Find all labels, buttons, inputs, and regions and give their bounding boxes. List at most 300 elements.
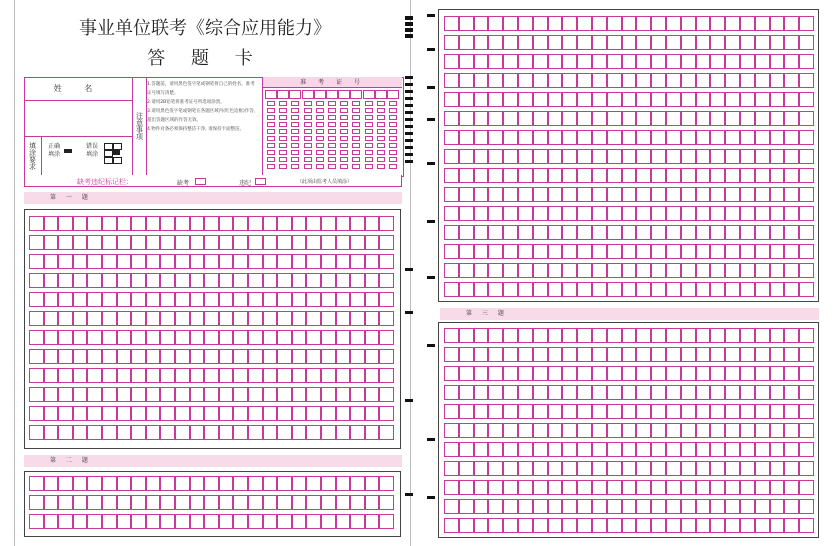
exam-number-bubble[interactable] bbox=[291, 157, 299, 162]
answer-cell[interactable] bbox=[379, 387, 394, 402]
exam-number-bubble[interactable] bbox=[328, 164, 336, 169]
answer-cell[interactable] bbox=[29, 292, 44, 307]
answer-cell[interactable] bbox=[459, 404, 474, 419]
exam-number-bubble[interactable] bbox=[304, 143, 312, 148]
answer-cell[interactable] bbox=[784, 518, 799, 533]
answer-cell[interactable] bbox=[592, 54, 607, 69]
answer-cell[interactable] bbox=[444, 168, 459, 183]
answer-cell[interactable] bbox=[784, 92, 799, 107]
answer-cell[interactable] bbox=[379, 406, 394, 421]
answer-cell[interactable] bbox=[102, 311, 117, 326]
answer-cell[interactable] bbox=[533, 518, 548, 533]
answer-cell[interactable] bbox=[755, 366, 770, 381]
answer-cell[interactable] bbox=[488, 35, 503, 50]
answer-cell[interactable] bbox=[784, 461, 799, 476]
answer-cell[interactable] bbox=[29, 476, 44, 491]
exam-number-bubble[interactable] bbox=[352, 108, 360, 113]
answer-cell[interactable] bbox=[503, 442, 518, 457]
answer-cell[interactable] bbox=[488, 54, 503, 69]
answer-cell[interactable] bbox=[533, 385, 548, 400]
answer-cell[interactable] bbox=[533, 328, 548, 343]
exam-number-bubble[interactable] bbox=[389, 115, 397, 120]
answer-cell[interactable] bbox=[459, 442, 474, 457]
answer-cell[interactable] bbox=[651, 480, 666, 495]
answer-cell[interactable] bbox=[503, 347, 518, 362]
answer-cell[interactable] bbox=[622, 263, 637, 278]
answer-cell[interactable] bbox=[755, 35, 770, 50]
answer-cell[interactable] bbox=[770, 130, 785, 145]
answer-grid-q2-continued[interactable] bbox=[438, 9, 819, 302]
answer-cell[interactable] bbox=[365, 368, 380, 383]
answer-cell[interactable] bbox=[622, 111, 637, 126]
answer-cell[interactable] bbox=[474, 385, 489, 400]
answer-cell[interactable] bbox=[503, 328, 518, 343]
answer-cell[interactable] bbox=[562, 442, 577, 457]
answer-cell[interactable] bbox=[784, 149, 799, 164]
answer-cell[interactable] bbox=[651, 499, 666, 514]
answer-cell[interactable] bbox=[548, 244, 563, 259]
exam-number-bubble[interactable] bbox=[340, 143, 348, 148]
answer-cell[interactable] bbox=[636, 54, 651, 69]
answer-cell[interactable] bbox=[488, 111, 503, 126]
answer-cell[interactable] bbox=[306, 349, 321, 364]
answer-cell[interactable] bbox=[58, 349, 73, 364]
answer-cell[interactable] bbox=[725, 263, 740, 278]
answer-cell[interactable] bbox=[725, 244, 740, 259]
answer-cell[interactable] bbox=[622, 35, 637, 50]
answer-cell[interactable] bbox=[740, 385, 755, 400]
answer-cell[interactable] bbox=[292, 368, 307, 383]
answer-cell[interactable] bbox=[592, 168, 607, 183]
answer-cell[interactable] bbox=[710, 461, 725, 476]
answer-cell[interactable] bbox=[503, 206, 518, 221]
answer-cell[interactable] bbox=[474, 130, 489, 145]
answer-cell[interactable] bbox=[444, 442, 459, 457]
answer-cell[interactable] bbox=[44, 292, 59, 307]
answer-cell[interactable] bbox=[740, 35, 755, 50]
answer-cell[interactable] bbox=[117, 514, 132, 529]
exam-number-bubble[interactable] bbox=[389, 122, 397, 127]
answer-cell[interactable] bbox=[474, 111, 489, 126]
answer-cell[interactable] bbox=[219, 330, 234, 345]
answer-cell[interactable] bbox=[58, 311, 73, 326]
answer-cell[interactable] bbox=[160, 514, 175, 529]
answer-cell[interactable] bbox=[306, 387, 321, 402]
answer-cell[interactable] bbox=[459, 111, 474, 126]
exam-number-bubble[interactable] bbox=[377, 129, 385, 134]
answer-cell[interactable] bbox=[102, 216, 117, 231]
answer-cell[interactable] bbox=[306, 254, 321, 269]
answer-cell[interactable] bbox=[636, 16, 651, 31]
answer-cell[interactable] bbox=[607, 73, 622, 88]
answer-cell[interactable] bbox=[725, 225, 740, 240]
answer-cell[interactable] bbox=[175, 216, 190, 231]
answer-cell[interactable] bbox=[681, 423, 696, 438]
answer-cell[interactable] bbox=[710, 499, 725, 514]
answer-cell[interactable] bbox=[474, 168, 489, 183]
answer-cell[interactable] bbox=[770, 263, 785, 278]
answer-cell[interactable] bbox=[263, 235, 278, 250]
answer-cell[interactable] bbox=[518, 35, 533, 50]
answer-cell[interactable] bbox=[696, 92, 711, 107]
answer-cell[interactable] bbox=[784, 328, 799, 343]
answer-cell[interactable] bbox=[444, 54, 459, 69]
answer-cell[interactable] bbox=[577, 225, 592, 240]
answer-cell[interactable] bbox=[488, 149, 503, 164]
answer-cell[interactable] bbox=[770, 404, 785, 419]
answer-cell[interactable] bbox=[204, 254, 219, 269]
answer-cell[interactable] bbox=[219, 406, 234, 421]
answer-cell[interactable] bbox=[58, 235, 73, 250]
answer-cell[interactable] bbox=[58, 292, 73, 307]
answer-cell[interactable] bbox=[117, 311, 132, 326]
answer-cell[interactable] bbox=[365, 311, 380, 326]
answer-cell[interactable] bbox=[488, 225, 503, 240]
exam-number-bubble[interactable] bbox=[377, 108, 385, 113]
exam-number-bubble[interactable] bbox=[328, 136, 336, 141]
answer-cell[interactable] bbox=[503, 366, 518, 381]
answer-cell[interactable] bbox=[562, 130, 577, 145]
answer-cell[interactable] bbox=[102, 273, 117, 288]
answer-cell[interactable] bbox=[770, 206, 785, 221]
answer-cell[interactable] bbox=[710, 130, 725, 145]
answer-cell[interactable] bbox=[190, 406, 205, 421]
exam-number-bubble[interactable] bbox=[291, 108, 299, 113]
answer-cell[interactable] bbox=[29, 349, 44, 364]
answer-cell[interactable] bbox=[379, 368, 394, 383]
exam-number-bubble[interactable] bbox=[291, 150, 299, 155]
answer-cell[interactable] bbox=[204, 273, 219, 288]
answer-cell[interactable] bbox=[336, 406, 351, 421]
answer-cell[interactable] bbox=[474, 366, 489, 381]
answer-cell[interactable] bbox=[607, 461, 622, 476]
answer-cell[interactable] bbox=[503, 499, 518, 514]
answer-cell[interactable] bbox=[444, 366, 459, 381]
exam-number-bubble[interactable] bbox=[291, 115, 299, 120]
answer-cell[interactable] bbox=[770, 518, 785, 533]
exam-number-bubble[interactable] bbox=[304, 115, 312, 120]
answer-cell[interactable] bbox=[681, 347, 696, 362]
answer-cell[interactable] bbox=[651, 130, 666, 145]
answer-cell[interactable] bbox=[622, 187, 637, 202]
answer-cell[interactable] bbox=[548, 35, 563, 50]
answer-cell[interactable] bbox=[651, 282, 666, 297]
answer-cell[interactable] bbox=[799, 366, 814, 381]
answer-cell[interactable] bbox=[607, 92, 622, 107]
answer-cell[interactable] bbox=[622, 225, 637, 240]
answer-cell[interactable] bbox=[740, 480, 755, 495]
answer-cell[interactable] bbox=[58, 368, 73, 383]
answer-cell[interactable] bbox=[117, 216, 132, 231]
answer-cell[interactable] bbox=[755, 130, 770, 145]
answer-cell[interactable] bbox=[321, 292, 336, 307]
answer-cell[interactable] bbox=[740, 263, 755, 278]
answer-cell[interactable] bbox=[292, 273, 307, 288]
answer-cell[interactable] bbox=[548, 423, 563, 438]
answer-cell[interactable] bbox=[592, 347, 607, 362]
answer-cell[interactable] bbox=[459, 347, 474, 362]
answer-cell[interactable] bbox=[444, 385, 459, 400]
answer-cell[interactable] bbox=[755, 54, 770, 69]
answer-cell[interactable] bbox=[548, 187, 563, 202]
answer-cell[interactable] bbox=[607, 130, 622, 145]
answer-cell[interactable] bbox=[710, 149, 725, 164]
exam-number-bubble[interactable] bbox=[328, 157, 336, 162]
answer-cell[interactable] bbox=[725, 442, 740, 457]
answer-cell[interactable] bbox=[666, 442, 681, 457]
answer-cell[interactable] bbox=[503, 54, 518, 69]
exam-number-bubble[interactable] bbox=[267, 129, 275, 134]
answer-cell[interactable] bbox=[740, 130, 755, 145]
answer-cell[interactable] bbox=[696, 442, 711, 457]
answer-cell[interactable] bbox=[131, 254, 146, 269]
answer-cell[interactable] bbox=[562, 187, 577, 202]
answer-cell[interactable] bbox=[666, 461, 681, 476]
answer-cell[interactable] bbox=[681, 35, 696, 50]
answer-cell[interactable] bbox=[562, 480, 577, 495]
answer-cell[interactable] bbox=[740, 328, 755, 343]
answer-cell[interactable] bbox=[336, 514, 351, 529]
answer-cell[interactable] bbox=[725, 499, 740, 514]
answer-cell[interactable] bbox=[190, 368, 205, 383]
answer-cell[interactable] bbox=[131, 311, 146, 326]
answer-cell[interactable] bbox=[73, 235, 88, 250]
answer-cell[interactable] bbox=[350, 425, 365, 440]
answer-cell[interactable] bbox=[710, 225, 725, 240]
answer-cell[interactable] bbox=[592, 518, 607, 533]
answer-cell[interactable] bbox=[710, 518, 725, 533]
answer-cell[interactable] bbox=[350, 292, 365, 307]
answer-cell[interactable] bbox=[636, 366, 651, 381]
exam-number-bubble[interactable] bbox=[279, 101, 287, 106]
answer-cell[interactable] bbox=[204, 406, 219, 421]
answer-cell[interactable] bbox=[131, 476, 146, 491]
answer-cell[interactable] bbox=[44, 387, 59, 402]
answer-cell[interactable] bbox=[248, 514, 263, 529]
answer-cell[interactable] bbox=[350, 476, 365, 491]
answer-cell[interactable] bbox=[350, 330, 365, 345]
answer-cell[interactable] bbox=[131, 292, 146, 307]
answer-cell[interactable] bbox=[770, 187, 785, 202]
answer-cell[interactable] bbox=[58, 273, 73, 288]
answer-cell[interactable] bbox=[607, 168, 622, 183]
answer-cell[interactable] bbox=[710, 480, 725, 495]
absent-box[interactable] bbox=[195, 178, 206, 185]
answer-cell[interactable] bbox=[474, 187, 489, 202]
answer-cell[interactable] bbox=[518, 16, 533, 31]
answer-cell[interactable] bbox=[666, 518, 681, 533]
answer-cell[interactable] bbox=[681, 263, 696, 278]
answer-cell[interactable] bbox=[146, 368, 161, 383]
answer-cell[interactable] bbox=[379, 425, 394, 440]
answer-cell[interactable] bbox=[459, 499, 474, 514]
answer-cell[interactable] bbox=[636, 423, 651, 438]
answer-cell[interactable] bbox=[562, 366, 577, 381]
answer-cell[interactable] bbox=[503, 282, 518, 297]
answer-cell[interactable] bbox=[306, 292, 321, 307]
answer-cell[interactable] bbox=[58, 406, 73, 421]
answer-cell[interactable] bbox=[710, 347, 725, 362]
answer-cell[interactable] bbox=[444, 206, 459, 221]
answer-cell[interactable] bbox=[666, 92, 681, 107]
answer-cell[interactable] bbox=[740, 54, 755, 69]
answer-cell[interactable] bbox=[799, 480, 814, 495]
answer-cell[interactable] bbox=[306, 330, 321, 345]
answer-cell[interactable] bbox=[292, 425, 307, 440]
answer-cell[interactable] bbox=[277, 330, 292, 345]
answer-cell[interactable] bbox=[233, 254, 248, 269]
exam-number-bubble[interactable] bbox=[352, 101, 360, 106]
answer-cell[interactable] bbox=[725, 404, 740, 419]
answer-cell[interactable] bbox=[770, 347, 785, 362]
answer-cell[interactable] bbox=[219, 292, 234, 307]
answer-cell[interactable] bbox=[799, 92, 814, 107]
answer-cell[interactable] bbox=[503, 461, 518, 476]
answer-cell[interactable] bbox=[73, 514, 88, 529]
answer-cell[interactable] bbox=[444, 130, 459, 145]
answer-cell[interactable] bbox=[770, 461, 785, 476]
answer-cell[interactable] bbox=[651, 347, 666, 362]
answer-cell[interactable] bbox=[190, 311, 205, 326]
answer-cell[interactable] bbox=[577, 385, 592, 400]
answer-cell[interactable] bbox=[725, 187, 740, 202]
answer-cell[interactable] bbox=[636, 111, 651, 126]
answer-cell[interactable] bbox=[784, 385, 799, 400]
answer-cell[interactable] bbox=[651, 149, 666, 164]
answer-cell[interactable] bbox=[755, 385, 770, 400]
answer-cell[interactable] bbox=[233, 273, 248, 288]
answer-cell[interactable] bbox=[577, 16, 592, 31]
answer-cell[interactable] bbox=[710, 35, 725, 50]
answer-cell[interactable] bbox=[87, 254, 102, 269]
answer-cell[interactable] bbox=[607, 111, 622, 126]
answer-cell[interactable] bbox=[117, 425, 132, 440]
answer-cell[interactable] bbox=[533, 111, 548, 126]
exam-number-digit-box[interactable] bbox=[326, 90, 338, 99]
answer-cell[interactable] bbox=[248, 368, 263, 383]
answer-cell[interactable] bbox=[770, 499, 785, 514]
answer-cell[interactable] bbox=[117, 349, 132, 364]
answer-cell[interactable] bbox=[799, 111, 814, 126]
answer-cell[interactable] bbox=[321, 425, 336, 440]
answer-cell[interactable] bbox=[58, 330, 73, 345]
answer-cell[interactable] bbox=[263, 514, 278, 529]
answer-cell[interactable] bbox=[131, 216, 146, 231]
exam-number-bubble[interactable] bbox=[291, 129, 299, 134]
answer-cell[interactable] bbox=[248, 235, 263, 250]
answer-cell[interactable] bbox=[696, 385, 711, 400]
answer-cell[interactable] bbox=[263, 425, 278, 440]
answer-cell[interactable] bbox=[190, 273, 205, 288]
answer-cell[interactable] bbox=[755, 16, 770, 31]
answer-cell[interactable] bbox=[444, 35, 459, 50]
exam-number-bubble[interactable] bbox=[304, 129, 312, 134]
answer-cell[interactable] bbox=[219, 311, 234, 326]
answer-cell[interactable] bbox=[577, 461, 592, 476]
answer-cell[interactable] bbox=[73, 349, 88, 364]
answer-cell[interactable] bbox=[365, 330, 380, 345]
answer-cell[interactable] bbox=[636, 206, 651, 221]
exam-number-bubble[interactable] bbox=[328, 150, 336, 155]
answer-cell[interactable] bbox=[577, 263, 592, 278]
exam-number-bubble[interactable] bbox=[328, 129, 336, 134]
answer-cell[interactable] bbox=[636, 518, 651, 533]
answer-cell[interactable] bbox=[306, 476, 321, 491]
answer-cell[interactable] bbox=[474, 92, 489, 107]
answer-cell[interactable] bbox=[548, 461, 563, 476]
answer-cell[interactable] bbox=[577, 130, 592, 145]
answer-cell[interactable] bbox=[740, 187, 755, 202]
answer-cell[interactable] bbox=[784, 111, 799, 126]
answer-cell[interactable] bbox=[102, 476, 117, 491]
answer-cell[interactable] bbox=[622, 92, 637, 107]
answer-cell[interactable] bbox=[755, 225, 770, 240]
exam-number-digit-box[interactable] bbox=[363, 90, 375, 99]
answer-cell[interactable] bbox=[533, 366, 548, 381]
answer-cell[interactable] bbox=[233, 495, 248, 510]
answer-cell[interactable] bbox=[681, 187, 696, 202]
exam-number-bubble[interactable] bbox=[365, 143, 373, 148]
answer-cell[interactable] bbox=[651, 244, 666, 259]
answer-cell[interactable] bbox=[636, 130, 651, 145]
answer-cell[interactable] bbox=[636, 225, 651, 240]
answer-cell[interactable] bbox=[577, 282, 592, 297]
answer-cell[interactable] bbox=[696, 244, 711, 259]
answer-cell[interactable] bbox=[533, 263, 548, 278]
answer-cell[interactable] bbox=[799, 244, 814, 259]
answer-cell[interactable] bbox=[533, 130, 548, 145]
answer-cell[interactable] bbox=[770, 282, 785, 297]
answer-cell[interactable] bbox=[725, 149, 740, 164]
answer-cell[interactable] bbox=[117, 476, 132, 491]
answer-cell[interactable] bbox=[696, 206, 711, 221]
answer-cell[interactable] bbox=[503, 149, 518, 164]
answer-cell[interactable] bbox=[459, 35, 474, 50]
answer-cell[interactable] bbox=[770, 442, 785, 457]
answer-cell[interactable] bbox=[577, 366, 592, 381]
exam-number-bubble[interactable] bbox=[279, 115, 287, 120]
answer-cell[interactable] bbox=[784, 366, 799, 381]
answer-cell[interactable] bbox=[146, 406, 161, 421]
answer-cell[interactable] bbox=[248, 216, 263, 231]
exam-number-bubble[interactable] bbox=[377, 136, 385, 141]
answer-cell[interactable] bbox=[681, 73, 696, 88]
answer-cell[interactable] bbox=[636, 347, 651, 362]
answer-cell[interactable] bbox=[681, 480, 696, 495]
answer-cell[interactable] bbox=[350, 235, 365, 250]
answer-cell[interactable] bbox=[444, 518, 459, 533]
exam-number-bubble[interactable] bbox=[267, 143, 275, 148]
answer-cell[interactable] bbox=[292, 387, 307, 402]
answer-cell[interactable] bbox=[474, 442, 489, 457]
answer-cell[interactable] bbox=[533, 16, 548, 31]
answer-cell[interactable] bbox=[263, 273, 278, 288]
answer-cell[interactable] bbox=[73, 387, 88, 402]
answer-cell[interactable] bbox=[562, 16, 577, 31]
answer-cell[interactable] bbox=[725, 385, 740, 400]
answer-cell[interactable] bbox=[474, 282, 489, 297]
answer-cell[interactable] bbox=[87, 273, 102, 288]
answer-cell[interactable] bbox=[146, 273, 161, 288]
answer-cell[interactable] bbox=[533, 35, 548, 50]
answer-cell[interactable] bbox=[622, 282, 637, 297]
answer-cell[interactable] bbox=[533, 168, 548, 183]
answer-cell[interactable] bbox=[770, 111, 785, 126]
answer-cell[interactable] bbox=[666, 225, 681, 240]
exam-number-bubble[interactable] bbox=[365, 101, 373, 106]
answer-cell[interactable] bbox=[696, 518, 711, 533]
answer-cell[interactable] bbox=[248, 311, 263, 326]
